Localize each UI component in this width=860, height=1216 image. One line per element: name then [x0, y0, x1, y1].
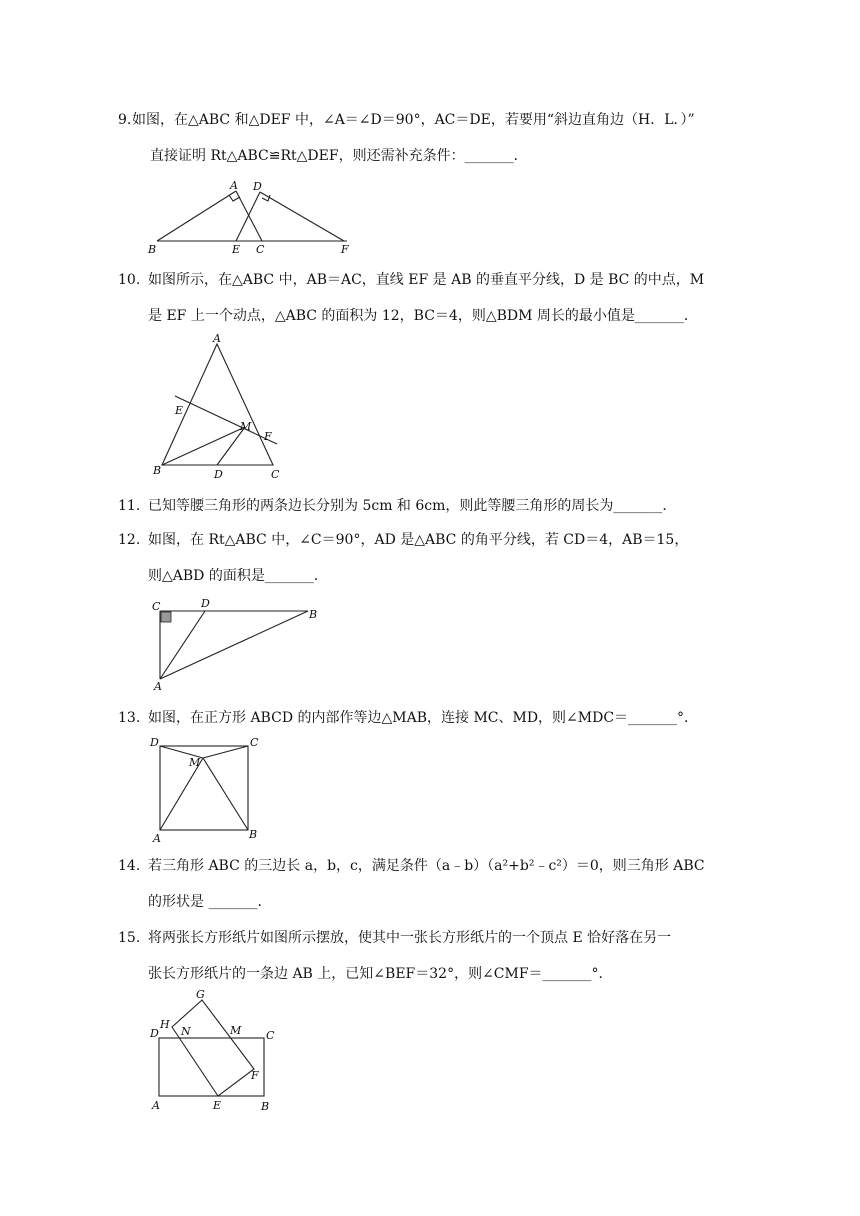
question-14-text-1: 若三角形 ABC 的三边长 a，b，c，满足条件（a﹣b）（a²+b²﹣c²）＝0，则三角形 ABC — [148, 858, 705, 874]
fig12-label-a: A — [154, 680, 162, 693]
question-11-line-1 — [148, 488, 738, 524]
fig15-label-e: E — [213, 1099, 222, 1112]
question-14-line-1 — [148, 848, 738, 884]
fig15-label-b: B — [261, 1100, 270, 1113]
question-11-text-1: 已知等腰三角形的两条边长分别为 5cm 和 6cm，则此等腰三角形的周长为_______． — [148, 498, 677, 514]
fig9-label-e: E — [232, 243, 241, 256]
question-9-line-1 — [132, 102, 732, 138]
fig15-label-g: G — [196, 988, 205, 1001]
question-11 — [148, 488, 738, 524]
fig15-label-f: F — [251, 1069, 259, 1082]
fig9-label-f: F — [341, 243, 349, 256]
fig15-label-m: M — [230, 1024, 242, 1037]
figure-13 — [145, 734, 270, 846]
question-14-line-2 — [148, 884, 738, 920]
question-9-text-2: 直接证明 Rt△ABC≌Rt△DEF，则还需补充条件：_______． — [150, 148, 528, 164]
question-15 — [148, 920, 738, 992]
fig12-label-b: B — [309, 608, 318, 621]
fig15-label-c: C — [266, 1029, 275, 1042]
question-12-text-1: 如图，在 Rt△ABC 中，∠C＝90°，AD 是△ABC 的角平分线，若 CD＝4，AB＝15， — [148, 532, 689, 548]
question-9-number: 9. — [118, 112, 132, 128]
fig10-label-b: B — [153, 464, 162, 477]
fig15-label-n: N — [181, 1025, 191, 1038]
question-14-number: 14. — [118, 858, 141, 874]
question-15-text-2: 张长方形纸片的一条边 AB 上，已知∠BEF＝32°，则∠CMF＝_______°． — [148, 966, 613, 982]
question-15-number: 15. — [118, 930, 141, 946]
fig10-label-a: A — [213, 332, 221, 345]
question-13-text-1: 如图，在正方形 ABCD 的内部作等边△MAB，连接 MC、MD，则∠MDC＝_______°． — [148, 710, 699, 726]
fig9-label-d: D — [253, 180, 262, 193]
question-15-line-1 — [148, 920, 738, 956]
question-13-number: 13. — [118, 710, 141, 726]
fig10-label-f: F — [264, 430, 272, 443]
fig10-label-d: D — [214, 468, 223, 481]
fig13-label-d: D — [150, 736, 159, 749]
fig10-label-e: E — [175, 404, 184, 417]
fig9-label-c: C — [256, 243, 265, 256]
question-9-text-1: 如图，在△ABC 和△DEF 中，∠A＝∠D＝90°，AC＝DE，若要用“斜边直角边（H．L．）” — [132, 112, 695, 128]
fig12-label-c: C — [152, 600, 161, 613]
question-15-text-1: 将两张长方形纸片如图所示摆放，使其中一张长方形纸片的一个顶点 E 恰好落在另一 — [148, 930, 672, 946]
question-10 — [148, 262, 738, 334]
question-10-number: 10. — [118, 272, 141, 288]
figure-9 — [140, 176, 360, 258]
fig9-label-b: B — [148, 243, 157, 256]
question-13 — [148, 700, 738, 736]
fig9-label-a: A — [230, 179, 238, 192]
question-10-line-1 — [148, 262, 738, 298]
question-14 — [148, 848, 738, 920]
fig10-label-m: M — [240, 420, 252, 433]
question-11-number: 11. — [118, 498, 141, 514]
fig13-label-a: A — [153, 832, 161, 845]
question-12-line-1 — [148, 522, 738, 558]
fig13-label-c: C — [250, 736, 259, 749]
question-12-line-2 — [148, 558, 738, 594]
fig10-label-c: C — [271, 468, 280, 481]
figure-10 — [145, 332, 295, 482]
question-9 — [132, 102, 732, 174]
figure-15 — [140, 984, 285, 1116]
fig12-label-d: D — [201, 597, 210, 610]
fig13-label-b: B — [249, 828, 258, 841]
figure-12 — [145, 596, 335, 694]
question-10-text-1: 如图所示，在△ABC 中，AB＝AC，直线 EF 是 AB 的垂直平分线，D 是 BC 的中点，M — [148, 272, 705, 288]
question-14-text-2: 的形状是 _______． — [148, 894, 272, 910]
question-10-line-2 — [148, 298, 738, 334]
question-12-text-2: 则△ABD 的面积是_______． — [148, 568, 328, 584]
question-13-line-1 — [148, 700, 738, 736]
question-12-number: 12. — [118, 532, 141, 548]
question-10-text-2: 是 EF 上一个动点，△ABC 的面积为 12，BC＝4，则△BDM 周长的最小值是_______． — [148, 308, 698, 324]
fig15-label-h: H — [160, 1018, 170, 1031]
fig15-label-a: A — [152, 1099, 160, 1112]
question-12 — [148, 522, 738, 594]
question-9-line-2 — [132, 138, 732, 174]
fig15-label-d: D — [150, 1027, 159, 1040]
fig13-label-m: M — [189, 756, 201, 769]
